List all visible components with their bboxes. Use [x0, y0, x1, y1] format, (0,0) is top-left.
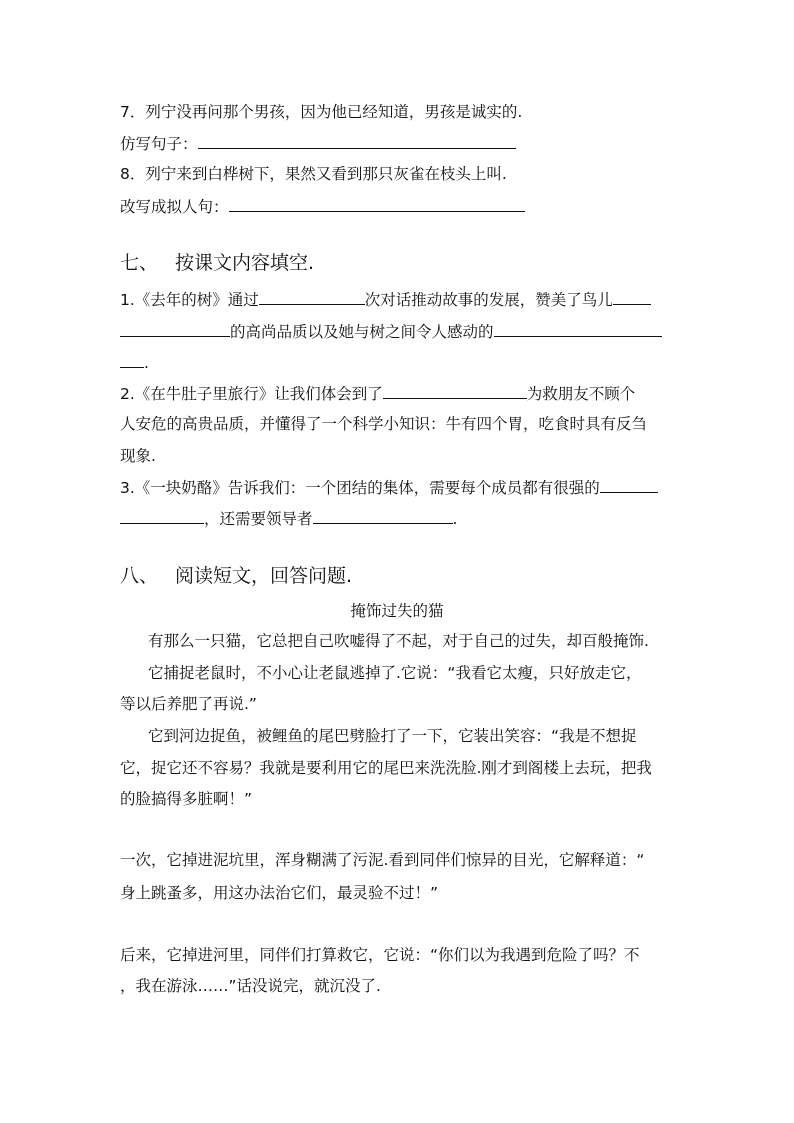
- story-paragraph-4-line-1: [120, 849, 644, 871]
- section-number: 七、: [120, 252, 159, 274]
- section-title: 阅读短文，回答问题.: [175, 565, 353, 587]
- answer-blank[interactable]: [120, 320, 230, 337]
- question-8-text: 8．列宁来到白桦树下，果然又看到那只灰雀在枝头上叫.: [120, 165, 507, 183]
- question-text: 3.《一块奶酪》告诉我们：一个团结的集体，需要每个成员都有很强的: [120, 479, 600, 497]
- paragraph-text: 有那么一只猫，它总把自己吹嘘得了不起，对于自己的过失，却百般掩饰.: [148, 632, 649, 650]
- answer-blank[interactable]: [259, 288, 365, 305]
- question-text: 1.《去年的树》通过: [120, 291, 259, 309]
- question-text: 为救朋友不顾个: [526, 385, 636, 403]
- fill-question-2-line-2: [120, 413, 647, 435]
- answer-blank[interactable]: [313, 507, 453, 524]
- question-7-text: 7．列宁没再问那个男孩，因为他已经知道，男孩是诚实的.: [120, 103, 523, 121]
- fill-question-2-line-3: [120, 445, 156, 467]
- question-7: [120, 101, 522, 123]
- answer-blank[interactable]: [120, 507, 204, 524]
- answer-blank[interactable]: [600, 476, 658, 493]
- story-paragraph-5-line-2: [120, 975, 381, 997]
- section-7-heading: [120, 250, 314, 276]
- paragraph-text: 身上跳蚤多，用这办法治它们，最灵验不过！”: [120, 884, 439, 902]
- story-paragraph-2-line-1: [148, 662, 641, 684]
- paragraph-text: 它，捉它还不容易？我就是要利用它的尾巴来洗洗脸.刚才到阁楼上去玩，把我: [120, 759, 652, 777]
- paragraph-text: 的脸搞得多脏啊！”: [120, 790, 253, 808]
- question-text: 的高尚品质以及她与树之间令人感动的: [230, 323, 494, 341]
- answer-blank[interactable]: [229, 195, 525, 212]
- question-text: .: [452, 510, 458, 528]
- answer-blank[interactable]: [198, 132, 516, 149]
- fill-question-3-line-2: [120, 507, 457, 530]
- section-number: 八、: [120, 565, 159, 587]
- story-paragraph-3-line-3: [120, 788, 252, 810]
- paragraph-text: 它捕捉老鼠时，不小心让老鼠逃掉了.它说：“我看它太瘦，只好放走它，: [148, 664, 642, 682]
- section-8-heading: [120, 563, 352, 589]
- paragraph-text: 它到河边捉鱼，被鲤鱼的尾巴劈脸打了一下，它装出笑容：“我是不想捉: [148, 727, 637, 745]
- question-8: [120, 163, 507, 185]
- answer-blank[interactable]: [613, 288, 651, 305]
- section-title: 按课文内容填空.: [175, 252, 315, 274]
- story-paragraph-2-line-2: [120, 693, 257, 715]
- paragraph-text: 一次，它掉进泥坑里，浑身糊满了污泥.看到同伴们惊异的目光，它解释道：“: [120, 851, 645, 869]
- answer-blank[interactable]: [494, 320, 662, 337]
- story-title: 掩饰过失的猫: [350, 602, 444, 620]
- question-8-answer-row: [120, 195, 525, 218]
- question-text: ，还需要领导者: [204, 510, 313, 528]
- story-paragraph-1: [148, 630, 649, 652]
- paragraph-text: 后来，它掉进河里，同伴们打算救它，它说：“你们以为我遇到危险了吗？不: [120, 946, 640, 964]
- question-text: 次对话推动故事的发展，赞美了鸟儿: [364, 291, 613, 309]
- question-7-answer-row: [120, 132, 516, 155]
- story-paragraph-3-line-1: [148, 725, 637, 747]
- fill-question-3-line-1: [120, 476, 658, 499]
- paragraph-text: 等以后养肥了再说.”: [120, 695, 257, 713]
- fill-question-1-line-2: [120, 320, 662, 343]
- personification-label: 改写成拟人句：: [120, 198, 229, 216]
- fill-question-1-line-3: [120, 351, 149, 374]
- story-paragraph-3-line-2: [120, 757, 652, 779]
- story-paragraph-4-line-2: [120, 882, 438, 904]
- question-text: 现象.: [120, 447, 156, 465]
- answer-blank[interactable]: [120, 351, 144, 368]
- fill-question-1-line-1: [120, 288, 651, 311]
- answer-blank[interactable]: [383, 382, 527, 399]
- rewrite-sentence-label: 仿写句子：: [120, 135, 198, 153]
- question-text: 人安危的高贵品质，并懂得了一个科学小知识：牛有四个胃，吃食时具有反刍: [120, 415, 648, 433]
- story-paragraph-5-line-1: [120, 944, 640, 966]
- fill-question-2-line-1: [120, 382, 635, 405]
- paragraph-text: ，我在游泳……”话没说完，就沉没了.: [120, 977, 381, 995]
- question-text: 2.《在牛肚子里旅行》让我们体会到了: [120, 385, 383, 403]
- question-text: .: [144, 354, 149, 372]
